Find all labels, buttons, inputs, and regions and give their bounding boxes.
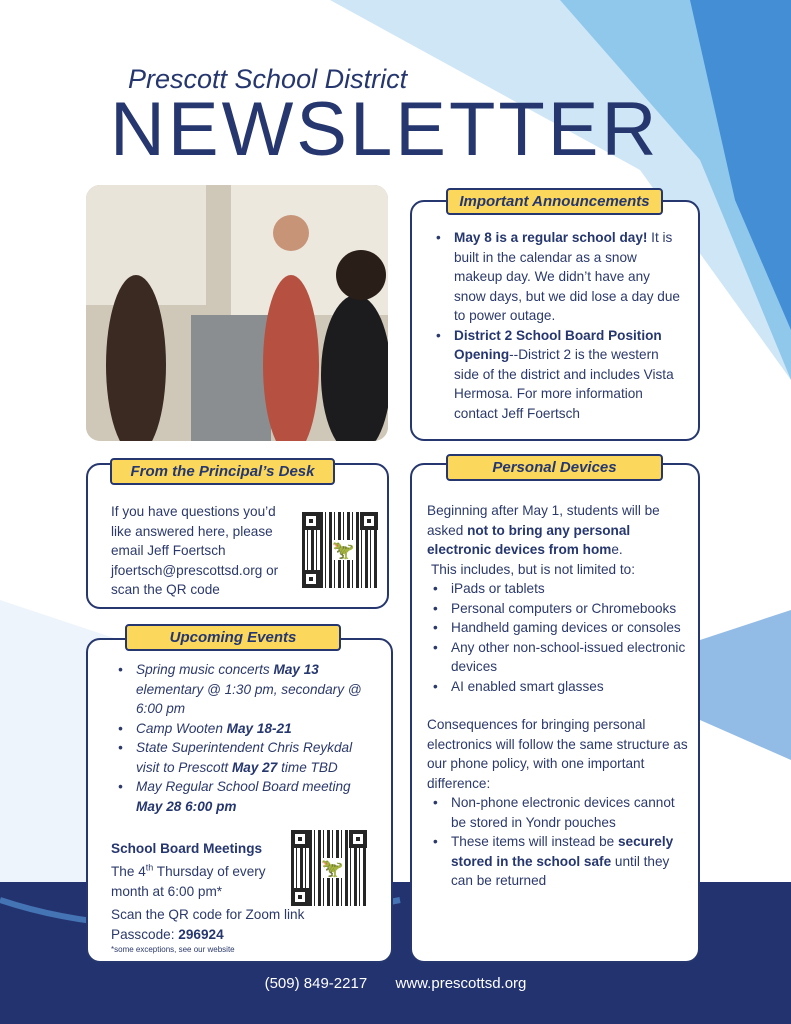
event-item: • Spring music concerts May 13 elementary @ 1:30 pm, secondary @ 6:00 pm <box>112 660 371 719</box>
announcements-box <box>410 200 700 441</box>
phone-number: (509) 849-2217 <box>264 975 368 992</box>
principal-qr-code: 🦖 <box>302 512 378 588</box>
consequences-text: Consequences for bringing personal electronics will follow the same structure as our phone policy, with one important difference: <box>427 717 688 791</box>
event-item: • State Superintendent Chris Reykdal visit to Prescott May 27 time TBD <box>112 738 371 777</box>
zoom-link-text: Scan the QR code for Zoom link <box>111 907 305 922</box>
announcement-item: • District 2 School Board Position Opening--District 2 is the western side of the district and includes Vista Hermosa. For more information contact Jeff Foertsch <box>430 326 684 424</box>
difference-item: • Non-phone electronic devices cannot be stored in Yondr pouches <box>427 793 688 832</box>
devices-includes: This includes, but is not limited to: <box>431 561 635 577</box>
announcement-item: • May 8 is a regular school day! It is built in the calendar as a snow makeup day. We didn’t have any snow days, but we did lose a day due to power outage. <box>430 228 684 326</box>
board-meetings-schedule: The 4th Thursday of every month at 6:00 pm* <box>111 862 266 899</box>
event-item: • Camp Wooten May 18-21 <box>112 719 371 739</box>
principal-text: If you have questions you’d like answered here, please email Jeff Foertsch jfoertsch@prescottsd.org or scan the QR code <box>111 504 279 597</box>
devices-intro: Beginning after May 1, students will be asked not to bring any personal electronic devices from home. <box>427 503 660 557</box>
zoom-qr-code: 🦖 <box>291 830 367 906</box>
announcements-heading: Important Announcements <box>446 188 663 215</box>
devices-box <box>410 463 700 963</box>
events-box <box>86 638 393 963</box>
devices-heading: Personal Devices <box>446 454 663 481</box>
website-link[interactable]: www.prescottsd.org <box>395 975 527 992</box>
device-item: • AI enabled smart glasses <box>427 677 688 697</box>
device-item: • Any other non-school-issued electronic devices <box>427 638 688 677</box>
events-heading: Upcoming Events <box>125 624 341 651</box>
device-item: • Personal computers or Chromebooks <box>427 599 688 619</box>
board-meetings-heading: School Board Meetings <box>111 841 263 856</box>
difference-item: • These items will instead be securely stored in the school safe until they can be returned <box>427 832 688 891</box>
district-name: Prescott School District <box>128 64 408 94</box>
event-item: • May Regular School Board meeting May 28 6:00 pm <box>112 777 371 816</box>
students-photo <box>86 185 388 441</box>
footer <box>0 975 791 992</box>
footnote: *some exceptions, see our website <box>111 945 235 954</box>
device-item: • iPads or tablets <box>427 579 688 599</box>
device-item: • Handheld gaming devices or consoles <box>427 618 688 638</box>
newsletter-title: NEWSLETTER <box>110 87 660 172</box>
passcode: Passcode: 296924 <box>111 926 224 942</box>
principal-heading: From the Principal’s Desk <box>110 458 335 485</box>
